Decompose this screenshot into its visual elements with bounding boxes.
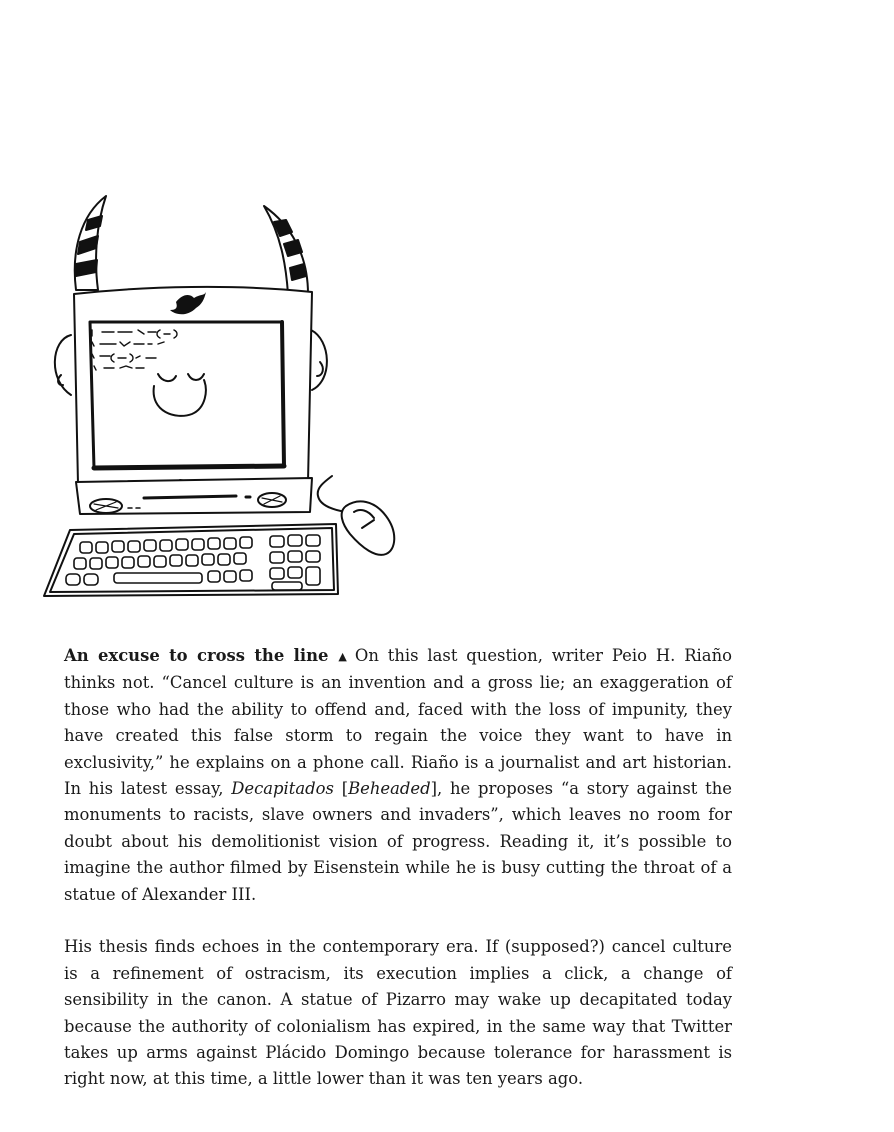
mouse-icon [342,501,395,554]
paragraph-1-text: On this last question, writer Peio H. Riaño thinks not. “Cancel culture is an invention and a gross lie; an exaggeration of those who had the ability to offend and, faced with the loss of impunity, they have created this false storm to regain the voice they want to have in exclusivity,” he explains on a phone call. Riaño is a journalist and art historian. In his latest essay, [64,646,732,799]
article-body [64,643,732,1093]
right-ear [311,330,327,390]
left-horn [75,196,106,290]
right-horn [264,206,308,294]
book-title-translation: Beheaded [348,779,431,799]
triangle-icon: ▲ [338,650,347,663]
computer-monster-drawing [36,190,406,605]
book-title: Decapitados [231,779,334,799]
lead-heading: An excuse to cross the line [64,646,329,665]
monitor-case [74,287,312,487]
article-paragraph-2: His thesis finds echoes in the contemporary era. If (supposed?) cancel culture is a refinement of ostracism, its execution implies a click, a change of sensibility in the canon. A statue of Pizarro may wake up decapitated today because the authority of colonialism has expired, in the same way that Twitter takes up arms against Plácido Domingo because tolerance for harassment is right now, at this time, a little lower than it was ten years ago. [64,937,732,1089]
computer-monster-illustration [36,190,406,605]
article-paragraph-1 [64,643,732,908]
bracket-open: [ [333,779,349,799]
paragraph-1-continued: ], he proposes “a story against the monuments to racists, slave owners and invaders”, which leaves no room for doubt about his demolitionist vision of progress. Reading it, it’s possible to imagine the author filmed by Eisenstein while he is busy cutting the throat of a statue of Alexander III. [64,779,733,904]
